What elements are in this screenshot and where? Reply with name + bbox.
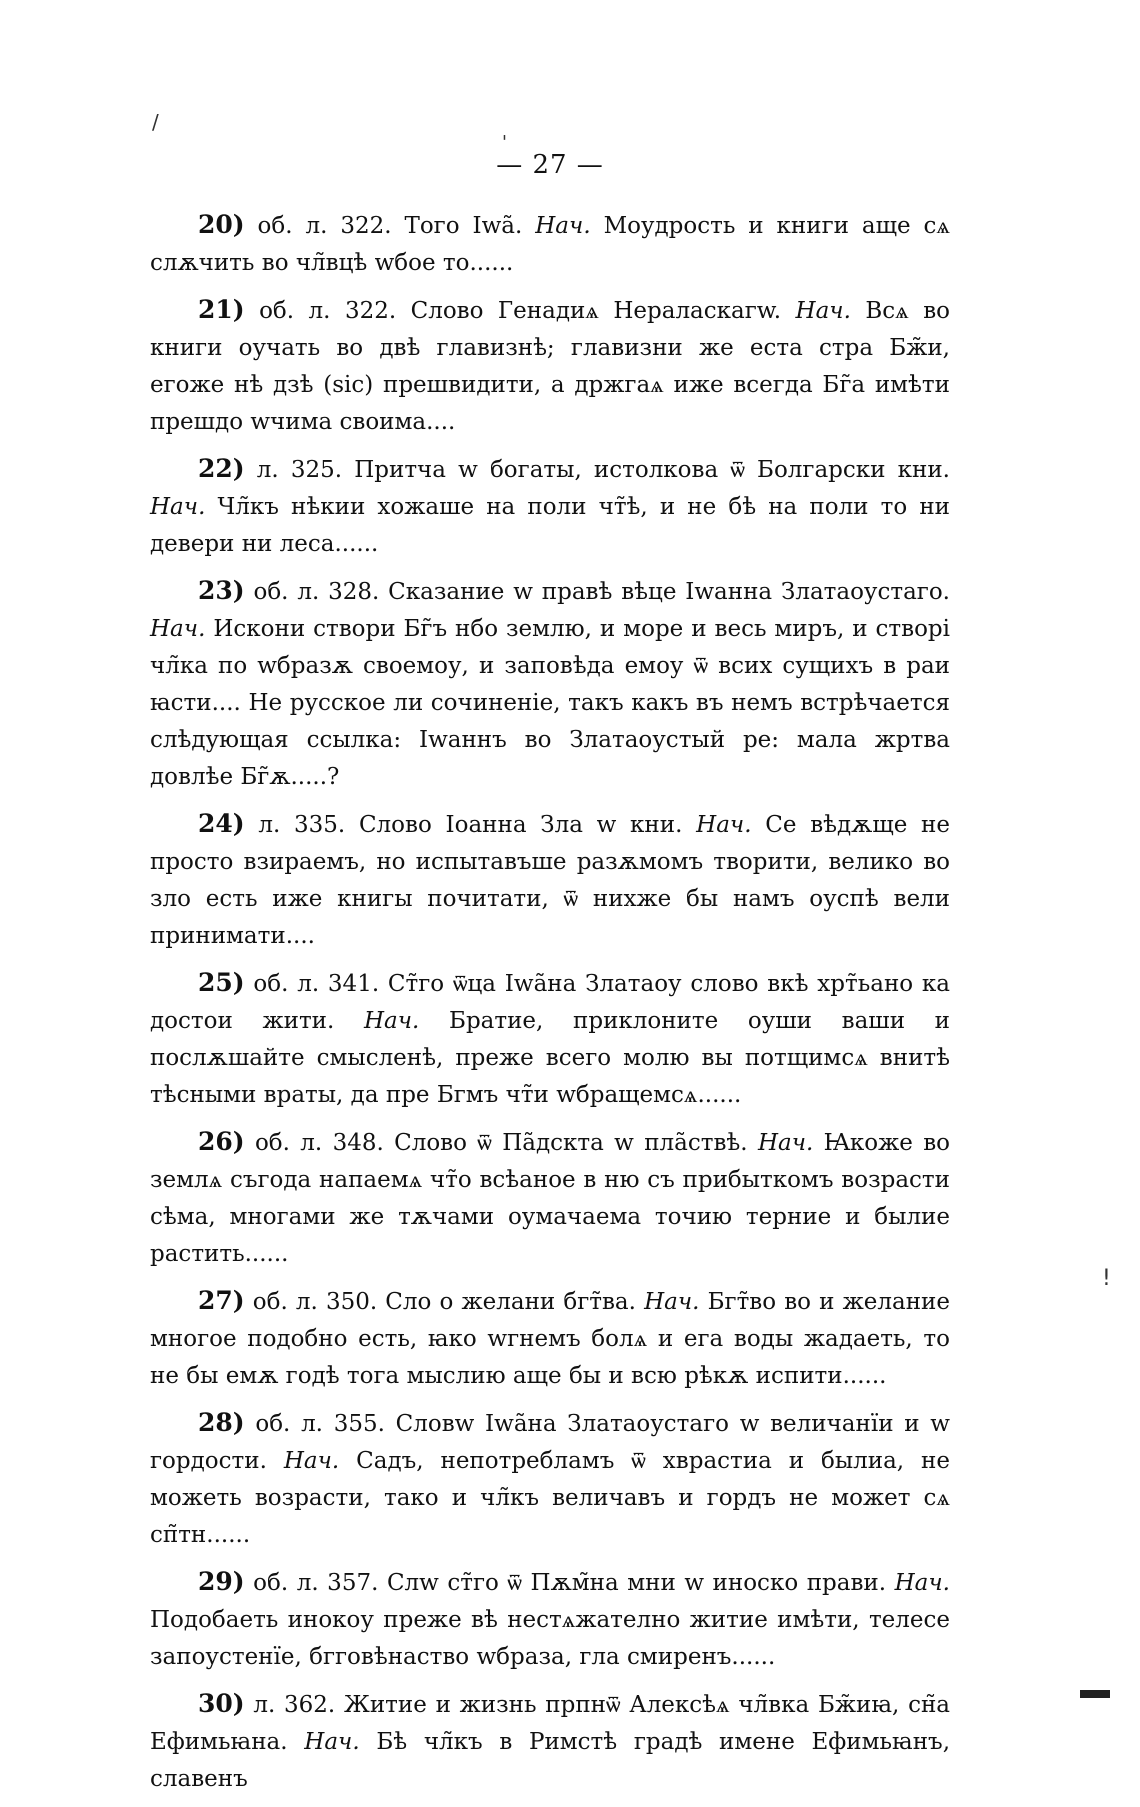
entry-text: Искони створи Бг̃ъ нбо землю, и море и весь миръ, и створі чл̃ка по wбразѫ своемоу, и заповѣда емоу ѿ всих сущихъ в раи ꙗсти.... Не русское ли сочиненіе, такъ какъ въ немъ встрѣчается слѣдующая ссылка: Іwаннъ во Златаоустый ре: мала жртва довлѣе Бг̃ѫ.....? [150, 616, 950, 790]
entry-number: 20) [198, 210, 245, 239]
incipit-label: Нач. [363, 1008, 420, 1034]
incipit-label: Нач. [535, 213, 591, 239]
incipit-label: Нач. [150, 616, 206, 642]
incipit-label: Нач. [283, 1448, 340, 1474]
entry-reference: об. л. 357. Слw ст̃го ѿ Пѫм̃на мни w иноско прави. [244, 1570, 895, 1596]
incipit-label: Нач. [304, 1729, 360, 1755]
entry-text: Подобаеть инокоу преже вѣ нестѧжателно житие имѣти, телесе запоустенїе, бгговѣнаство wбраза, гла смиренъ...... [150, 1607, 950, 1670]
entry-text: Се вѣдѫще не просто взираемъ, но испытавъше разѫмомъ творити, велико во зло есть иже книгы почитати, ѿ нихже бы намъ оуспѣ вели принимати.... [150, 812, 950, 949]
incipit-label: Нач. [894, 1570, 950, 1596]
entry-reference: об. л. 355. Словw Іwа̃на Златаоустаго w величанїи и w гордости. [150, 1411, 950, 1474]
entry-number: 29) [198, 1567, 245, 1596]
entry-27 [150, 1282, 950, 1395]
page-number: — 27 — [496, 150, 604, 180]
entry-25 [150, 964, 950, 1114]
entry-23 [150, 572, 950, 796]
incipit-label: Нач. [644, 1289, 700, 1315]
entry-list [150, 206, 950, 1798]
entry-text: Ꙗкоже во землѧ съгода напаемѧ чт̃о всѣаное в ню съ прибыткомъ возрасти сѣма, многами же тѫчами оумачаема точию терние и былие растить...... [150, 1130, 951, 1267]
entry-reference: об. л. 322. Слово Генадиѧ Нераласкагw. [244, 298, 796, 324]
entry-22 [150, 450, 950, 563]
entry-reference: об. л. 341. Ст̃го ѿца Іwа̃на Златаоу слово вкѣ хрт̃ьано ка достои жити. [150, 971, 950, 1034]
incipit-label: Нач. [696, 812, 752, 838]
entry-text: Моудрость и книги аще сѧ слѫчить во чл̃вцѣ wбое то...... [150, 213, 950, 276]
entry-text: Садъ, непотребламъ ѿ хврастиа и былиа, не можеть возрасти, тако и чл̃къ величавъ и гордъ не может сѧ сп̃тн...... [150, 1448, 950, 1548]
entry-reference: об. л. 328. Сказание w правѣ вѣце Іwанна Златаоустаго. [244, 579, 950, 605]
entry-text: Бгт̃во во и желание многое подобно есть, ꙗко wгнемъ болѧ и ега воды жадаеть, то не бы емѫ годѣ тога мыслию аще бы и всю рѣкѫ испити...... [150, 1289, 950, 1389]
incipit-label: Нач. [150, 494, 206, 520]
entry-24 [150, 805, 950, 955]
entry-number: 22) [198, 454, 245, 483]
entry-20 [150, 206, 950, 282]
entry-reference: об. л. 350. Сло о желани бгт̃ва. [244, 1289, 645, 1315]
entry-number: 26) [198, 1127, 245, 1156]
entry-number: 27) [198, 1286, 245, 1315]
entry-text: Бѣ чл̃къ в Римстѣ градѣ имене Ефимьꙗнъ, славенъ [150, 1729, 951, 1792]
page-corner-mark [1080, 1690, 1110, 1698]
entry-26 [150, 1123, 950, 1273]
entry-number: 25) [198, 968, 245, 997]
entry-reference: об. л. 322. Того Іwа̃. [244, 213, 536, 239]
entry-reference: л. 335. Слово Іоанна Зла w кни. [244, 812, 697, 838]
entry-29 [150, 1563, 950, 1676]
incipit-label: Нач. [757, 1130, 814, 1156]
entry-text: Всѧ во книги оучать во двѣ главизнѣ; главизни же еста стра Бж̃и, егоже нѣ дзѣ (sic) прешвидити, а држгаѧ иже всегда Бг̃а имѣти прешдо wчима своима.... [150, 298, 950, 435]
stray-mark-right-margin: ! [1102, 1266, 1111, 1291]
entry-number: 24) [198, 809, 245, 838]
entry-reference: л. 362. Житие и жизнь прпнѿ Алексѣѧ чл̃вка Бж̃иꙗ, сн̃а Ефимьꙗна. [150, 1692, 950, 1755]
entry-number: 30) [198, 1689, 245, 1718]
stray-mark-top: / [152, 110, 159, 134]
entry-28 [150, 1404, 950, 1554]
entry-reference: л. 325. Притча w богаты, истолкова ѿ Болгарски кни. [244, 457, 950, 483]
document-page [150, 150, 950, 1807]
entry-21 [150, 291, 950, 441]
entry-number: 28) [198, 1408, 245, 1437]
entry-number: 23) [198, 576, 245, 605]
incipit-label: Нач. [795, 298, 851, 324]
stray-mark-near-number: ' [502, 132, 507, 153]
entry-30 [150, 1685, 950, 1798]
entry-text: Братие, приклоните оуши ваши и послѫшайте смысленѣ, преже всего молю вы потщимсѧ внитѣ тѣсными враты, да пре Бгмъ чт̃и wбращемсѧ...... [150, 1008, 951, 1108]
entry-text: Чл̃къ нѣкии хожаше на поли чт̃ѣ, и не бѣ на поли то ни девери ни леса...... [150, 494, 950, 557]
entry-number: 21) [198, 295, 245, 324]
entry-reference: об. л. 348. Слово ѿ Па̃дскта w пла̃ствѣ. [244, 1130, 758, 1156]
